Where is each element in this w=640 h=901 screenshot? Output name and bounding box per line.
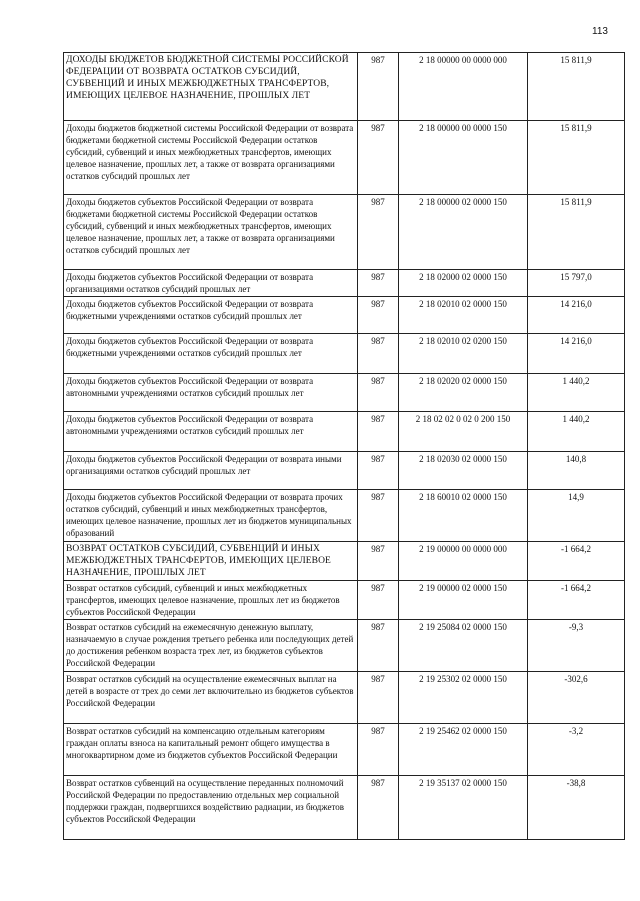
row-classification-code: 2 18 60010 02 0000 150 <box>399 490 528 542</box>
row-classification-code: 2 19 00000 00 0000 000 <box>399 542 528 581</box>
row-name: Доходы бюджетов субъектов Российской Федерации от возврата автономными учреждениями остатков субсидий прошлых лет <box>64 412 358 452</box>
row-admin-code: 987 <box>358 620 399 672</box>
table-row <box>64 412 625 452</box>
table-row <box>64 542 625 581</box>
row-name: Доходы бюджетов бюджетной системы Российской Федерации от возврата бюджетами бюджетной системы Российской Федерации остатков субсидий, субвенций и иных межбюджетных трансфертов, имеющих целевое назначение, прошлых лет, а также от возврата организациями остатков субсидий прошлых лет <box>64 121 358 195</box>
row-name: Возврат остатков субсидий на ежемесячную денежную выплату, назначаемую в случае рождения третьего ребенка или последующих детей до достижения ребенком возраста трех лет, из бюджетов субъектов Российской Федерации <box>64 620 358 672</box>
row-admin-code: 987 <box>358 724 399 776</box>
table-row <box>64 195 625 270</box>
row-amount: 140,8 <box>528 452 625 490</box>
row-classification-code: 2 19 00000 02 0000 150 <box>399 581 528 620</box>
table-row <box>64 452 625 490</box>
table-row <box>64 374 625 412</box>
row-name: Возврат остатков субсидий, субвенций и иных межбюджетных трансфертов, имеющих целевое назначение, прошлых лет из бюджетов субъектов Российской Федерации <box>64 581 358 620</box>
row-classification-code: 2 19 25084 02 0000 150 <box>399 620 528 672</box>
row-amount: 14,9 <box>528 490 625 542</box>
table-row <box>64 270 625 297</box>
row-name: ДОХОДЫ БЮДЖЕТОВ БЮДЖЕТНОЙ СИСТЕМЫ РОССИЙСКОЙ ФЕДЕРАЦИИ ОТ ВОЗВРАТА ОСТАТКОВ СУБСИДИЙ, СУБВЕНЦИЙ И ИНЫХ МЕЖБЮДЖЕТНЫХ ТРАНСФЕРТОВ, ИМЕЮЩИХ ЦЕЛЕВОЕ НАЗНАЧЕНИЕ, ПРОШЛЫХ ЛЕТ <box>64 53 358 121</box>
row-amount: 1 440,2 <box>528 412 625 452</box>
row-name: Возврат остатков субвенций на осуществление переданных полномочий Российской Федерации по предоставлению отдельных мер социальной поддержки граждан, подвергшихся воздействию радиации, из бюджетов субъектов Российской Федерации <box>64 776 358 840</box>
row-admin-code: 987 <box>358 270 399 297</box>
table-row <box>64 121 625 195</box>
table-row <box>64 334 625 374</box>
row-classification-code: 2 18 00000 02 0000 150 <box>399 195 528 270</box>
table-row <box>64 776 625 840</box>
row-admin-code: 987 <box>358 195 399 270</box>
table-row <box>64 581 625 620</box>
row-classification-code: 2 19 25462 02 0000 150 <box>399 724 528 776</box>
table-row <box>64 297 625 334</box>
row-admin-code: 987 <box>358 412 399 452</box>
row-name: Доходы бюджетов субъектов Российской Федерации от возврата бюджетами бюджетной системы Российской Федерации остатков субсидий, субвенций и иных межбюджетных трансфертов, имеющих целевое назначение, прошлых лет, а также от возврата организациями остатков субсидий прошлых лет <box>64 195 358 270</box>
row-admin-code: 987 <box>358 53 399 121</box>
row-name: Доходы бюджетов субъектов Российской Федерации от возврата бюджетными учреждениями остатков субсидий прошлых лет <box>64 334 358 374</box>
row-amount: 14 216,0 <box>528 297 625 334</box>
row-admin-code: 987 <box>358 672 399 724</box>
table-row <box>64 490 625 542</box>
table-row <box>64 53 625 121</box>
row-amount: -3,2 <box>528 724 625 776</box>
row-amount: -9,3 <box>528 620 625 672</box>
row-admin-code: 987 <box>358 374 399 412</box>
row-name: ВОЗВРАТ ОСТАТКОВ СУБСИДИЙ, СУБВЕНЦИЙ И ИНЫХ МЕЖБЮДЖЕТНЫХ ТРАНСФЕРТОВ, ИМЕЮЩИХ ЦЕЛЕВОЕ НАЗНАЧЕНИЕ, ПРОШЛЫХ ЛЕТ <box>64 542 358 581</box>
row-classification-code: 2 18 02030 02 0000 150 <box>399 452 528 490</box>
row-admin-code: 987 <box>358 297 399 334</box>
row-classification-code: 2 18 00000 00 0000 150 <box>399 121 528 195</box>
table-row <box>64 620 625 672</box>
row-admin-code: 987 <box>358 776 399 840</box>
row-admin-code: 987 <box>358 452 399 490</box>
row-amount: 15 797,0 <box>528 270 625 297</box>
budget-revenue-table <box>63 52 625 840</box>
row-admin-code: 987 <box>358 334 399 374</box>
row-admin-code: 987 <box>358 581 399 620</box>
row-amount: -1 664,2 <box>528 542 625 581</box>
row-classification-code: 2 18 02 02 0 02 0 200 150 <box>399 412 528 452</box>
row-name: Доходы бюджетов субъектов Российской Федерации от возврата прочих остатков субсидий, субвенций и иных межбюджетных трансфертов, имеющих целевое назначение, прошлых лет из бюджетов муниципальных образований <box>64 490 358 542</box>
row-classification-code: 2 18 00000 00 0000 000 <box>399 53 528 121</box>
row-admin-code: 987 <box>358 121 399 195</box>
row-amount: 15 811,9 <box>528 195 625 270</box>
row-amount: -1 664,2 <box>528 581 625 620</box>
row-admin-code: 987 <box>358 542 399 581</box>
row-classification-code: 2 18 02010 02 0000 150 <box>399 297 528 334</box>
row-admin-code: 987 <box>358 490 399 542</box>
row-name: Доходы бюджетов субъектов Российской Федерации от возврата иными организациями остатков субсидий прошлых лет <box>64 452 358 490</box>
row-classification-code: 2 19 35137 02 0000 150 <box>399 776 528 840</box>
row-classification-code: 2 19 25302 02 0000 150 <box>399 672 528 724</box>
row-classification-code: 2 18 02000 02 0000 150 <box>399 270 528 297</box>
table-row <box>64 724 625 776</box>
row-name: Доходы бюджетов субъектов Российской Федерации от возврата организациями остатков субсидий прошлых лет <box>64 270 358 297</box>
row-classification-code: 2 18 02020 02 0000 150 <box>399 374 528 412</box>
row-name: Возврат остатков субсидий на компенсацию отдельным категориям граждан оплаты взноса на капитальный ремонт общего имущества в многоквартирном доме из бюджетов субъектов Российской Федерации <box>64 724 358 776</box>
row-amount: 15 811,9 <box>528 53 625 121</box>
row-classification-code: 2 18 02010 02 0200 150 <box>399 334 528 374</box>
row-amount: 15 811,9 <box>528 121 625 195</box>
row-amount: 1 440,2 <box>528 374 625 412</box>
row-amount: -302,6 <box>528 672 625 724</box>
row-name: Доходы бюджетов субъектов Российской Федерации от возврата бюджетными учреждениями остатков субсидий прошлых лет <box>64 297 358 334</box>
row-amount: -38,8 <box>528 776 625 840</box>
page-number: 113 <box>592 26 608 37</box>
row-name: Доходы бюджетов субъектов Российской Федерации от возврата автономными учреждениями остатков субсидий прошлых лет <box>64 374 358 412</box>
row-name: Возврат остатков субсидий на осуществление ежемесячных выплат на детей в возрасте от трех до семи лет включительно из бюджетов субъектов Российской Федерации <box>64 672 358 724</box>
table-row <box>64 672 625 724</box>
row-amount: 14 216,0 <box>528 334 625 374</box>
